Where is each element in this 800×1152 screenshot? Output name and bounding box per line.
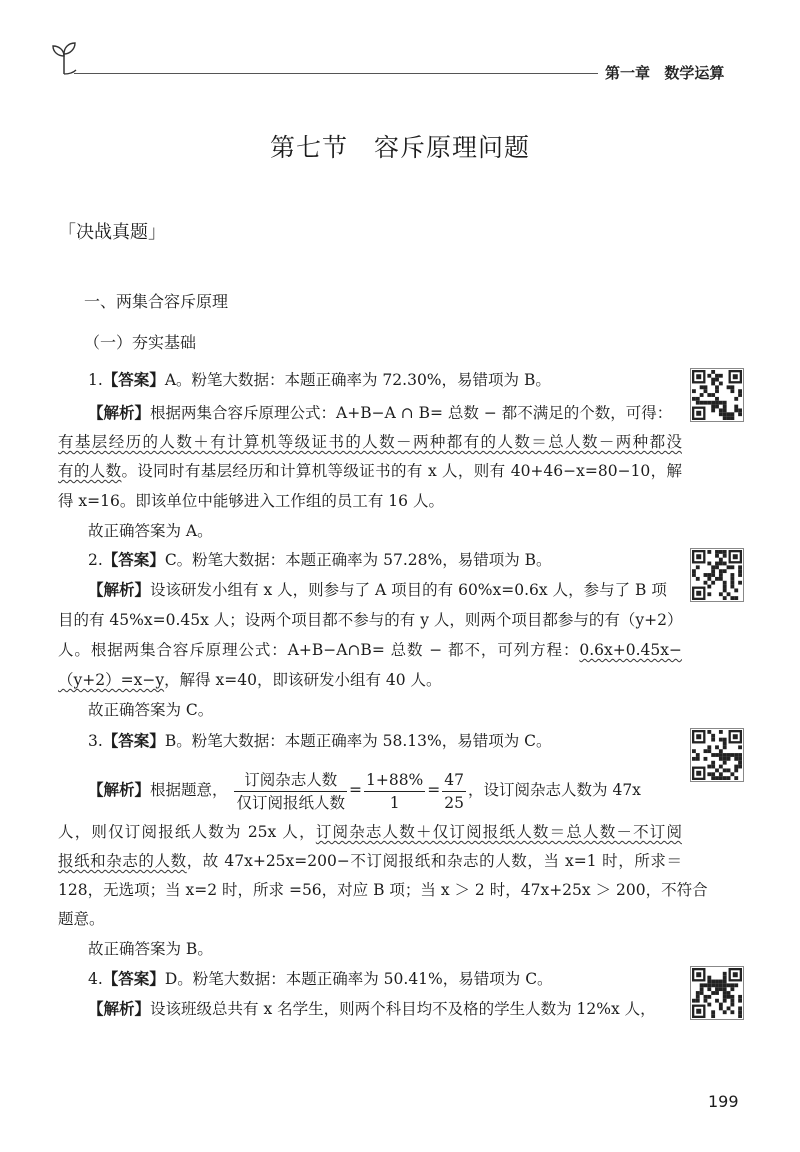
q1-analysis-line: 【解析】根据两集合容斥原理公式：A+B−A ∩ B= 总数 − 都不满足的个数，可得：	[88, 404, 673, 422]
bracket-title: 「决战真题」	[58, 222, 166, 243]
q3-analysis-line: 报纸和杂志的人数，故 47x+25x=200−不订阅报纸和杂志的人数，当 x=1 时，所求＝	[58, 852, 682, 870]
qr-code-icon	[690, 548, 744, 602]
q1-conclusion: 故正确答案为 A。	[88, 522, 213, 540]
q3-analysis-line: 【解析】根据题意， $\frac{\text{订阅杂志人数}}{\text{仅订阅报纸人数}}$ = $\frac{1+88\%}{1}$ = $\frac{47}{25}$ ，设订阅杂志人数为 47x	[88, 770, 641, 812]
q1-analysis-line: 得 x=16。即该单位中能够进入工作组的员工有 16 人。	[58, 492, 444, 510]
qr-code-icon	[690, 728, 744, 782]
topic-label: 数学运算	[664, 64, 725, 82]
q1-analysis-line: 有的人数。设同时有基层经历和计算机等级证书的有 x 人，则有 40+46−x=80−10，解	[58, 462, 682, 480]
header-rule	[74, 73, 598, 74]
section-title: 第七节 容斥原理问题	[269, 133, 530, 162]
chapter-label: 第一章	[605, 64, 651, 82]
running-header	[605, 62, 724, 83]
page-number: 199	[708, 1092, 739, 1111]
q2-analysis-line: 人。根据两集合容斥原理公式：A+B−A∩B= 总数 − 都不，可列方程：0.6x+0.45x−	[58, 641, 682, 659]
q4-analysis-line: 【解析】设该班级总共有 x 名学生，则两个科目均不及格的学生人数为 12%x 人，	[88, 1000, 656, 1018]
q1-answer-line: 1.【答案】A。粉笔大数据：本题正确率为 72.30%，易错项为 B。	[88, 371, 551, 389]
ratio-fraction: $\frac{47}{25}$	[444, 770, 465, 812]
q2-analysis-line: 【解析】设该研发小组有 x 人，则参与了 A 项目的有 60%x=0.6x 人，参与了 B 项	[88, 581, 667, 599]
q3-analysis-line: 人，则仅订阅报纸人数为 25x 人，订阅杂志人数＋仅订阅报纸人数＝总人数－不订阅	[58, 823, 682, 841]
q3-conclusion: 故正确答案为 B。	[88, 940, 213, 958]
qr-code-icon	[690, 966, 744, 1020]
q4-answer-line: 4.【答案】D。粉笔大数据：本题正确率为 50.41%，易错项为 C。	[88, 970, 553, 988]
heading-basics: （一）夯实基础	[84, 333, 197, 352]
q3-analysis-line: 题意。	[58, 910, 105, 928]
ratio-fraction: $\frac{1+88\%}{1}$	[365, 770, 424, 812]
q2-analysis-line: 目的有 45%x=0.45x 人；设两个项目都不参与的有 y 人，则两个项目都参与的有（y+2）	[58, 611, 683, 629]
qr-code-icon	[690, 368, 744, 422]
q3-analysis-line: 128，无选项；当 x=2 时，所求 =56，对应 B 项；当 x ＞ 2 时，47x+25x ＞ 200，不符合	[58, 881, 708, 899]
heading-two-set: 一、两集合容斥原理	[84, 292, 229, 311]
q3-answer-line: 3.【答案】B。粉笔大数据：本题正确率为 58.13%，易错项为 C。	[88, 732, 552, 750]
q2-analysis-line: （y+2）=x−y，解得 x=40，即该研发小组有 40 人。	[58, 671, 442, 689]
sprout-icon	[50, 40, 78, 76]
ratio-fraction: $\frac{\text{订阅杂志人数}}{\text{仅订阅报纸人数}}$	[236, 770, 345, 812]
q1-analysis-line: 有基层经历的人数＋有计算机等级证书的人数－两种都有的人数＝总人数－两种都没	[58, 433, 682, 451]
q2-conclusion: 故正确答案为 C。	[88, 701, 214, 719]
q2-answer-line: 2.【答案】C。粉笔大数据：本题正确率为 57.28%，易错项为 B。	[88, 551, 552, 569]
